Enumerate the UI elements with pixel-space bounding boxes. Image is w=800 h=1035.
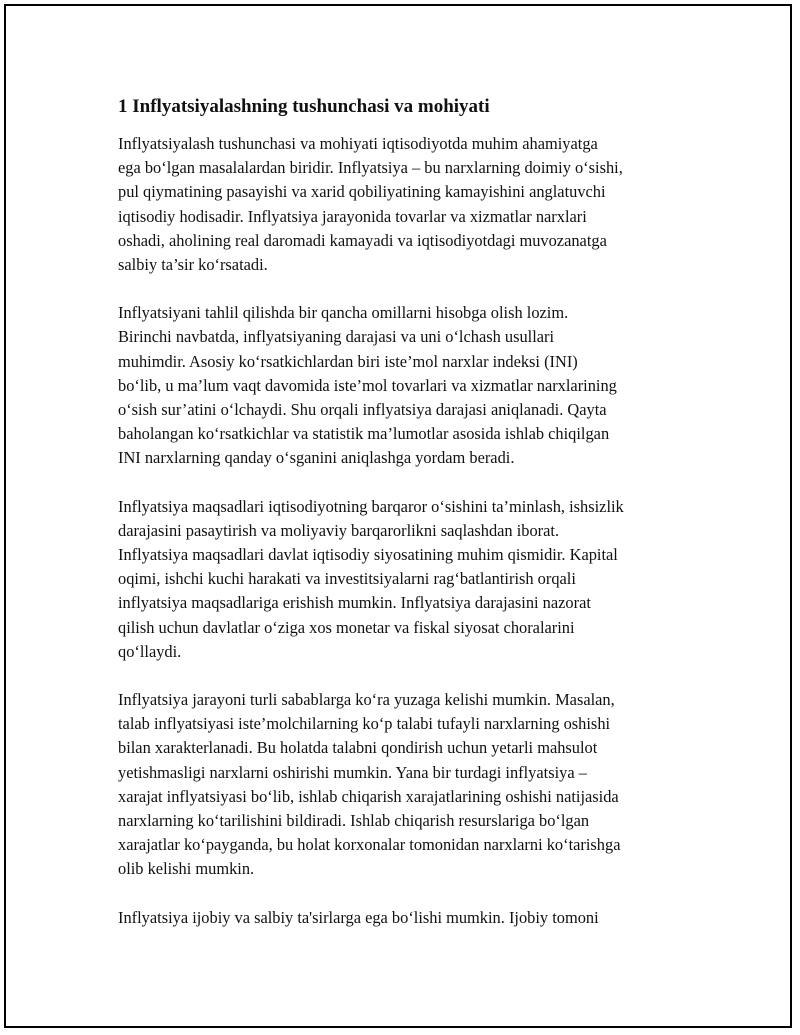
paragraph-3: Inflyatsiya maqsadlari iqtisodiyotning barqaror o‘sishini ta’minlash, ishsizlik darajasini pasaytirish va moliyaviy barqarorlikni saqlashdan iborat. Inflyatsiya maqsadlari davlat iqtisodiy siyosatining muhim qismidir. Kapital oqimi, ishchi kuchi harakati va investitsiyalarni rag‘batlantirish orqali inflyatsiya maqsadlariga erishish mumkin. Inflyatsiya darajasini nazorat qilish uchun davlatlar o‘ziga xos monetar va fiskal siyosat choralarini qo‘llaydi. (118, 496, 624, 661)
section-heading: 1 Inflyatsiyalashning tushunchasi va mohiyati (118, 96, 490, 117)
paragraph-5: Inflyatsiya ijobiy va salbiy ta'sirlarga ega bo‘lishi mumkin. Ijobiy tomoni (118, 907, 599, 927)
document-page (4, 4, 792, 1028)
document-body (118, 94, 698, 954)
paragraph-4: Inflyatsiya jarayoni turli sabablarga ko‘ra yuzaga kelishi mumkin. Masalan, talab inflyatsiyasi iste’molchilarning ko‘p talabi tufayli narxlarning oshishi bilan xarakterlanadi. Bu holatda talabni qondirish uchun yetarli mahsulot yetishmasligi narxlarni oshirishi mumkin. Yana bir turdagi inflyatsiya – xarajat inflyatsiyasi bo‘lib, ishlab chiqarish xarajatlarining oshishi natijasida narxlarning ko‘tarilishini bildiradi. Ishlab chiqarish resurslariga bo‘lgan xarajatlar ko‘payganda, bu holat korxonalar tomonidan narxlarni ko‘tarishga olib kelishi mumkin. (118, 690, 621, 879)
paragraph-2: Inflyatsiyani tahlil qilishda bir qancha omillarni hisobga olish lozim. Birinchi navbatda, inflyatsiyaning darajasi va uni o‘lchash usullari muhimdir. Asosiy ko‘rsatkichlardan biri iste’mol narxlar indeksi (INI) bo‘lib, u ma’lum vaqt davomida iste’mol tovarlari va xizmatlar narxlarining o‘sish sur’atini o‘lchaydi. Shu orqali inflyatsiya darajasi aniqlanadi. Qayta baholangan ko‘rsatkichlar va statistik ma’lumotlar asosida ishlab chiqilgan INI narxlarning qanday o‘sganini aniqlashga yordam beradi. (118, 303, 617, 468)
paragraph-1: Inflyatsiyalash tushunchasi va mohiyati iqtisodiyotda muhim ahamiyatga ega bo‘lgan masalalardan biridir. Inflyatsiya – bu narxlarning doimiy o‘sishi, pul qiymatining pasayishi va xarid qobiliyatining kamayishini anglatuvchi iqtisodiy hodisadir. Inflyatsiya jarayonida tovarlar va xizmatlar narxlari oshadi, aholining real daromadi kamayadi va iqtisodiyotdagi muvozanatga salbiy ta’sir ko‘rsatadi. (118, 134, 623, 275)
